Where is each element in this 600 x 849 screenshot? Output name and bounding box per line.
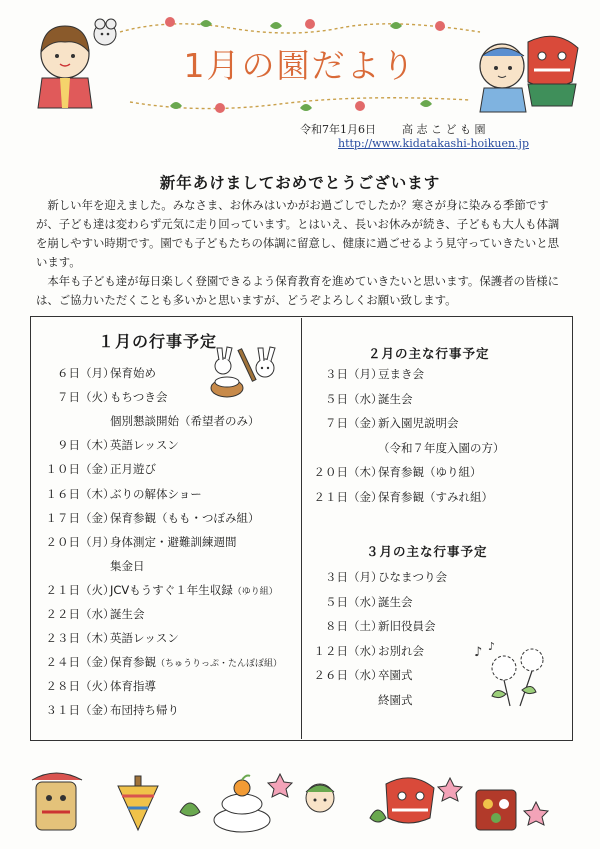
new-year-headline: 新年あけましておめでとうございます [159,174,441,192]
event-day: ６日 [57,366,80,380]
event-text: ひなまつり会 [378,570,447,584]
event-weekday: （金） [80,703,115,718]
event-weekday: （土） [348,619,383,634]
shishimai-icon [386,778,434,823]
event-row [312,667,413,683]
event-text: （令和７年度入園の方） [378,440,505,455]
event-weekday: （金） [80,510,115,525]
event-note: （ゆり組） [232,586,278,597]
event-weekday: （木） [348,465,383,480]
event-day: ２４日 [45,655,80,670]
event-row [44,389,167,405]
event-day: ７日 [57,390,80,405]
event-text: 英語レッスン [110,438,179,453]
february-schedule-title: ２月の主な行事予定 [368,346,490,361]
event-row [312,489,493,505]
event-text: お別れ会 [378,643,424,658]
osechi-box-icon [476,790,516,830]
event-day: ３日 [325,570,348,584]
event-row [312,692,413,708]
intro-text [36,196,568,310]
event-weekday: （火） [80,582,115,597]
event-row [312,643,424,659]
issue-date: 令和7年1月6日 [300,123,376,136]
january-schedule-title: １月の行事予定 [98,332,218,351]
event-text: 新入園児説明会 [378,416,459,431]
event-weekday: （水） [348,391,383,406]
event-row [44,606,145,622]
event-day: ２１日 [313,490,348,504]
event-day: ２０日 [313,465,348,480]
event-text: JCVもうすぐ１年生収録 [110,582,233,597]
event-row [312,391,413,407]
school-website-link[interactable]: http://www.kidatakashi-hoikuen.jp [338,137,529,150]
event-day: ７日 [325,416,348,431]
event-weekday: （火） [80,679,115,694]
footer-new-year-illustrations [30,762,580,842]
event-text: 布団持ち帰り [110,703,179,718]
event-row [312,415,459,431]
event-weekday: （月） [348,367,383,381]
event-row [312,618,436,634]
rabbits-mochi-illustration [205,344,285,400]
event-row [312,366,424,382]
kite-child-icon [306,784,334,812]
svg-text:♪: ♪ [488,640,496,653]
event-weekday: （金） [348,490,383,504]
event-day: ９日 [57,438,80,453]
event-text: 正月遊び [110,462,156,477]
intro-paragraph-2: 本年も子ども達が毎日楽しく登園できるよう保育教育を進めていきたいと思います。保護者の皆様には、ご協力いただくことも多いかと思いますが、どうぞよろしくお願い致します。 [36,274,560,307]
event-row [44,630,179,646]
event-weekday: （月） [80,534,115,549]
event-row [44,413,260,429]
event-row [44,582,278,598]
event-text: 英語レッスン [110,631,179,646]
event-text: 保育参観（ゆり組） [378,465,482,480]
event-row [44,702,179,718]
event-text: 新旧役員会 [378,619,436,634]
event-text: 保育始め [110,366,156,380]
event-day: ２２日 [45,607,80,621]
date-and-school [300,121,511,137]
event-day: １６日 [45,486,80,501]
event-day: ２６日 [313,668,348,683]
event-day: ２１日 [45,582,80,597]
event-text: 誕生会 [110,607,145,621]
event-text: 誕生会 [378,594,413,609]
spinning-top-icon [118,776,158,830]
march-schedule-title: ３月の主な行事予定 [366,544,488,559]
lion-mask-icon [32,773,82,830]
event-day: １０日 [45,462,80,477]
event-row [312,569,447,585]
intro-paragraph-1: 新しい年を迎えました。みなさま、お休みはいかがお過ごしでしたか？寒さが身に染みる季節ですが、子ども達は変わらず元気に走り回っています。とはいえ、長いお休みが続き、子どもも大人も体調を崩しやすい時期です。園でも子どもたちの体調に留意し、健康に過ごせるよう見守っていきたいと思います。 [36,198,560,269]
event-day: ３日 [325,367,348,381]
event-text: 卒園式 [378,668,413,683]
event-text: もちつき会 [110,390,168,405]
event-row [312,464,482,480]
school-name: 高 志 こ ど も 園 [402,123,486,136]
event-day: １２日 [313,643,348,658]
event-text: 身体測定・避難訓練週間 [110,534,237,549]
event-row [44,678,156,694]
event-day: ５日 [325,391,348,406]
event-row [312,440,505,456]
event-row [44,461,156,477]
event-day: ２８日 [45,679,80,694]
event-day: ８日 [325,619,348,634]
event-row [44,365,156,381]
event-day: ３１日 [45,703,80,718]
event-day: ５日 [325,594,348,609]
event-row [44,486,202,502]
event-weekday: （木） [80,438,115,453]
column-divider [301,318,302,739]
event-row [44,654,282,670]
newsletter-title: 1月の園だより [183,46,417,85]
event-weekday: （金） [348,416,383,431]
event-text: 豆まき会 [378,367,424,381]
event-weekday: （金） [80,462,115,477]
girl-kimono-illustration [20,12,128,112]
event-text: 保育参観（もも・つぼみ組） [110,510,260,525]
event-text: 終園式 [378,693,413,707]
event-text: 誕生会 [378,391,413,406]
boy-shishimai-illustration [470,14,586,114]
event-note: （ちゅうりっぷ・たんぽぽ組） [156,659,283,670]
event-day: １７日 [45,510,80,525]
event-weekday: （水） [348,643,383,658]
event-text: 体育指導 [110,679,156,694]
event-weekday: （木） [80,631,115,646]
event-text: 集金日 [110,558,145,573]
event-weekday: （水） [80,607,115,621]
event-weekday: （水） [348,594,383,609]
svg-text:♪: ♪ [474,645,483,660]
event-weekday: （木） [80,486,115,501]
event-text: ぶりの解体ショー [110,486,202,501]
event-weekday: （金） [80,655,115,670]
event-day: ２０日 [45,534,80,549]
event-text: 保育参観 [110,655,156,670]
event-day: ２３日 [45,631,80,646]
flowers-music-illustration [470,640,558,710]
event-row [44,534,237,550]
event-weekday: （火） [80,390,115,405]
event-text: 保育参観（すみれ組） [378,490,493,504]
event-row [44,558,145,574]
kagami-mochi-icon [214,776,270,833]
event-weekday: （水） [348,668,383,683]
event-row [44,437,179,453]
event-text: 個別懇談開始（希望者のみ） [110,414,260,429]
event-weekday: （月） [348,570,383,584]
event-row [44,510,260,526]
event-weekday: （月） [80,366,115,380]
event-row [312,594,413,610]
